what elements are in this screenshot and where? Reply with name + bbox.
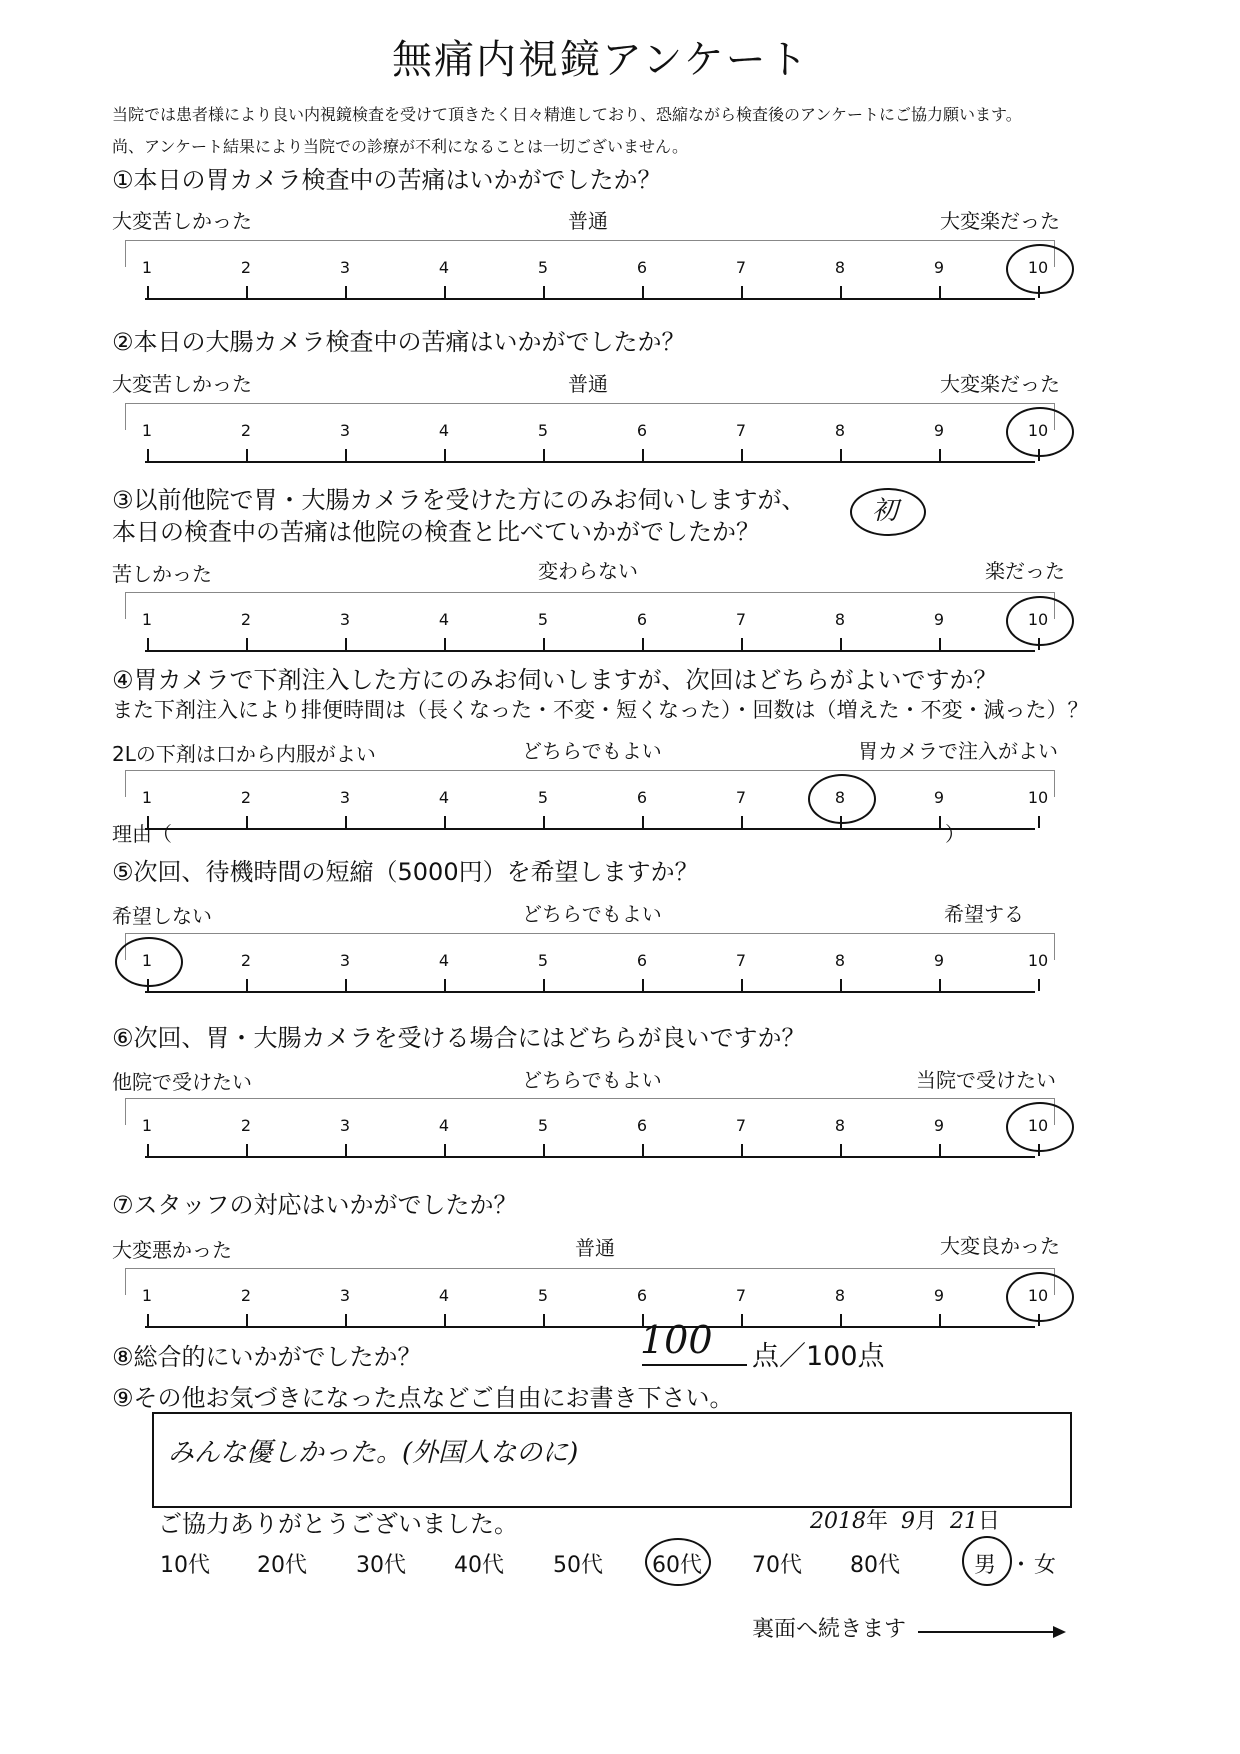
q6-option-7[interactable]: 7	[735, 1116, 747, 1135]
q4-option-5[interactable]: 5	[537, 788, 549, 807]
q2-tick-3	[345, 449, 347, 461]
q3-option-1[interactable]: 1	[141, 610, 153, 629]
q1-option-6[interactable]: 6	[636, 258, 648, 277]
q2-tick-2	[246, 449, 248, 461]
date	[810, 1504, 1000, 1535]
q5-tick-9	[939, 979, 941, 991]
age-option-80[interactable]: 80代	[850, 1553, 900, 1578]
q2-scale-box	[125, 403, 1055, 430]
q7-tick-3	[345, 1314, 347, 1326]
comment-handwritten: みんな優しかった。(外国人なのに)	[168, 1438, 579, 1468]
q2-selected-circle	[1006, 407, 1074, 457]
q3-option-2[interactable]: 2	[240, 610, 252, 629]
q6-option-6[interactable]: 6	[636, 1116, 648, 1135]
q1-option-2[interactable]: 2	[240, 258, 252, 277]
q1-scale[interactable]	[125, 240, 1055, 310]
q5-option-9[interactable]: 9	[933, 951, 945, 970]
q3-tick-8	[840, 638, 842, 650]
q5-tick-10	[1038, 979, 1040, 991]
q4-option-8[interactable]: 8	[834, 788, 846, 807]
q6-tick-4	[444, 1144, 446, 1156]
q8-score-suffix: 点／100点	[752, 1341, 885, 1372]
q1-option-10[interactable]: 10	[1027, 258, 1049, 277]
q7-tick-9	[939, 1314, 941, 1326]
q5-option-3[interactable]: 3	[339, 951, 351, 970]
q5-option-2[interactable]: 2	[240, 951, 252, 970]
q1-tick-8	[840, 286, 842, 298]
q1-option-7[interactable]: 7	[735, 258, 747, 277]
q2-option-1[interactable]: 1	[141, 421, 153, 440]
q3-tick-7	[741, 638, 743, 650]
q7-option-8[interactable]: 8	[834, 1286, 846, 1305]
q2-tick-9	[939, 449, 941, 461]
q6-scale[interactable]	[125, 1098, 1055, 1168]
q1-scale-box	[125, 240, 1055, 267]
q3-option-6[interactable]: 6	[636, 610, 648, 629]
q4-tick-6	[642, 816, 644, 828]
q7-tick-4	[444, 1314, 446, 1326]
q1-text: ①本日の胃カメラ検査中の苦痛はいかがでしたか？	[112, 166, 662, 194]
q3-tick-9	[939, 638, 941, 650]
age-option-10[interactable]: 10代	[160, 1553, 210, 1578]
q1-tick-1	[147, 286, 149, 298]
q1-tick-4	[444, 286, 446, 298]
q5-selected-circle	[115, 937, 183, 987]
q4-option-10[interactable]: 10	[1027, 788, 1049, 807]
q6-option-5[interactable]: 5	[537, 1116, 549, 1135]
q6-tick-1	[147, 1144, 149, 1156]
date-month-label: 月	[915, 1509, 938, 1534]
q7-option-10[interactable]: 10	[1027, 1286, 1049, 1305]
q3-text-1: ③以前他院で胃・大腸カメラを受けた方にのみお伺いしますが、	[112, 486, 806, 514]
q2-mid-label: 普通	[568, 372, 608, 396]
q6-left-label: 他院で受けたい	[112, 1070, 252, 1094]
q7-option-5[interactable]: 5	[537, 1286, 549, 1305]
q2-option-8[interactable]: 8	[834, 421, 846, 440]
age-option-60[interactable]: 60代	[652, 1553, 702, 1578]
q3-option-7[interactable]: 7	[735, 610, 747, 629]
q5-scale-box	[125, 933, 1055, 960]
q6-option-3[interactable]: 3	[339, 1116, 351, 1135]
q3-option-5[interactable]: 5	[537, 610, 549, 629]
q2-option-10[interactable]: 10	[1027, 421, 1049, 440]
q5-option-1[interactable]: 1	[141, 951, 153, 970]
intro-line-1: 当院では患者様により良い内視鏡検査を受けて頂きたく日々精進しており、恐縮ながら検査後のアンケートにご協力願います。	[112, 105, 1022, 124]
q6-option-2[interactable]: 2	[240, 1116, 252, 1135]
q4-tick-2	[246, 816, 248, 828]
q3-tick-2	[246, 638, 248, 650]
q1-scale-axis	[145, 298, 1035, 300]
q6-mid-label: どちらでもよい	[522, 1068, 662, 1092]
q3-note-handwritten: 初	[872, 496, 899, 526]
sex-separator: ・	[1010, 1553, 1033, 1578]
q4-selected-circle	[808, 774, 876, 824]
q2-option-3[interactable]: 3	[339, 421, 351, 440]
q6-tick-7	[741, 1144, 743, 1156]
q5-scale[interactable]	[125, 933, 1055, 1003]
q1-tick-7	[741, 286, 743, 298]
q6-tick-3	[345, 1144, 347, 1156]
q4-reason-close: ）	[945, 822, 965, 846]
continue-arrow-icon	[918, 1622, 1068, 1642]
q7-scale-axis	[145, 1326, 1035, 1328]
q2-scale[interactable]	[125, 403, 1055, 473]
q5-option-10[interactable]: 10	[1027, 951, 1049, 970]
q2-option-7[interactable]: 7	[735, 421, 747, 440]
q3-selected-circle	[1006, 596, 1074, 646]
q3-option-8[interactable]: 8	[834, 610, 846, 629]
sex-option-female[interactable]: 女	[1034, 1553, 1057, 1578]
q1-mid-label: 普通	[568, 209, 608, 233]
q3-option-4[interactable]: 4	[438, 610, 450, 629]
q1-tick-9	[939, 286, 941, 298]
q5-tick-2	[246, 979, 248, 991]
q4-scale[interactable]	[125, 770, 1055, 840]
q5-option-8[interactable]: 8	[834, 951, 846, 970]
q2-tick-6	[642, 449, 644, 461]
q4-text-2: また下剤注入により排便時間は（長くなった・不変・短くなった）・回数は（増えた・不変・減った）？	[112, 698, 1089, 722]
q6-scale-axis	[145, 1156, 1035, 1158]
q7-tick-8	[840, 1314, 842, 1326]
q6-tick-2	[246, 1144, 248, 1156]
date-year: 2018	[810, 1509, 866, 1534]
q6-tick-9	[939, 1144, 941, 1156]
thanks-text: ご協力ありがとうございました。	[158, 1510, 518, 1538]
q7-left-label: 大変悪かった	[112, 1238, 232, 1262]
q4-option-9[interactable]: 9	[933, 788, 945, 807]
q4-option-3[interactable]: 3	[339, 788, 351, 807]
date-day-label: 日	[978, 1509, 1001, 1534]
q6-scale-box	[125, 1098, 1055, 1125]
q4-scale-box	[125, 770, 1055, 797]
q1-selected-circle	[1006, 244, 1074, 294]
q8-score-underline	[642, 1364, 747, 1366]
q7-tick-2	[246, 1314, 248, 1326]
age-option-20[interactable]: 20代	[257, 1553, 307, 1578]
age-option-50[interactable]: 50代	[553, 1553, 603, 1578]
q4-option-2[interactable]: 2	[240, 788, 252, 807]
q5-mid-label: どちらでもよい	[522, 902, 662, 926]
q6-option-4[interactable]: 4	[438, 1116, 450, 1135]
q4-option-7[interactable]: 7	[735, 788, 747, 807]
q2-tick-7	[741, 449, 743, 461]
q5-tick-5	[543, 979, 545, 991]
q1-left-label: 大変苦しかった	[112, 209, 252, 233]
q3-tick-1	[147, 638, 149, 650]
q4-scale-axis	[145, 828, 1035, 830]
q5-option-6[interactable]: 6	[636, 951, 648, 970]
q5-text: ⑤次回、待機時間の短縮（5000円）を希望しますか？	[112, 858, 699, 886]
q3-tick-6	[642, 638, 644, 650]
q2-tick-1	[147, 449, 149, 461]
q2-scale-axis	[145, 461, 1035, 463]
q6-tick-8	[840, 1144, 842, 1156]
q8-score-handwritten: 100	[640, 1318, 713, 1362]
date-day: 21	[950, 1509, 979, 1534]
q7-scale-box	[125, 1268, 1055, 1295]
q5-tick-6	[642, 979, 644, 991]
q7-option-9[interactable]: 9	[933, 1286, 945, 1305]
q4-tick-7	[741, 816, 743, 828]
q7-mid-label: 普通	[575, 1236, 615, 1260]
q3-option-3[interactable]: 3	[339, 610, 351, 629]
age-option-70[interactable]: 70代	[752, 1553, 802, 1578]
q7-text: ⑦スタッフの対応はいかがでしたか？	[112, 1191, 518, 1219]
age-option-30[interactable]: 30代	[356, 1553, 406, 1578]
q7-option-4[interactable]: 4	[438, 1286, 450, 1305]
q4-option-4[interactable]: 4	[438, 788, 450, 807]
q6-option-1[interactable]: 1	[141, 1116, 153, 1135]
q5-option-5[interactable]: 5	[537, 951, 549, 970]
age-selected-circle	[645, 1538, 711, 1586]
q2-tick-4	[444, 449, 446, 461]
q3-option-9[interactable]: 9	[933, 610, 945, 629]
q3-scale-axis	[145, 650, 1035, 652]
q7-option-3[interactable]: 3	[339, 1286, 351, 1305]
q6-selected-circle	[1006, 1102, 1074, 1152]
age-option-40[interactable]: 40代	[454, 1553, 504, 1578]
q1-tick-3	[345, 286, 347, 298]
q4-option-1[interactable]: 1	[141, 788, 153, 807]
continue-text: 裏面へ続きます	[752, 1617, 907, 1642]
q1-option-1[interactable]: 1	[141, 258, 153, 277]
q7-tick-7	[741, 1314, 743, 1326]
comment-box[interactable]	[152, 1412, 1072, 1508]
q4-tick-3	[345, 816, 347, 828]
q1-tick-6	[642, 286, 644, 298]
q7-tick-5	[543, 1314, 545, 1326]
q3-scale-box	[125, 592, 1055, 619]
q7-selected-circle	[1006, 1272, 1074, 1322]
q1-option-4[interactable]: 4	[438, 258, 450, 277]
q6-tick-6	[642, 1144, 644, 1156]
q4-reason-label: 理由（	[112, 822, 172, 846]
q3-scale[interactable]	[125, 592, 1055, 662]
q6-option-9[interactable]: 9	[933, 1116, 945, 1135]
q6-option-8[interactable]: 8	[834, 1116, 846, 1135]
q6-right-label: 当院で受けたい	[916, 1068, 1056, 1092]
q5-tick-4	[444, 979, 446, 991]
q3-mid-label: 変わらない	[538, 559, 638, 583]
sex-option-male[interactable]: 男	[974, 1553, 997, 1578]
q6-option-10[interactable]: 10	[1027, 1116, 1049, 1135]
q2-option-6[interactable]: 6	[636, 421, 648, 440]
q4-option-6[interactable]: 6	[636, 788, 648, 807]
q2-tick-8	[840, 449, 842, 461]
q3-tick-5	[543, 638, 545, 650]
q1-tick-2	[246, 286, 248, 298]
q7-right-label: 大変良かった	[940, 1234, 1060, 1258]
q5-right-label: 希望する	[944, 902, 1024, 926]
q3-tick-3	[345, 638, 347, 650]
q1-tick-5	[543, 286, 545, 298]
q7-scale[interactable]	[125, 1268, 1055, 1338]
q3-option-10[interactable]: 10	[1027, 610, 1049, 629]
q2-text: ②本日の大腸カメラ検査中の苦痛はいかがでしたか？	[112, 328, 686, 356]
sex-selected-circle	[962, 1536, 1012, 1586]
q7-option-7[interactable]: 7	[735, 1286, 747, 1305]
q3-text-2: 本日の検査中の苦痛は他院の検査と比べていかがでしたか？	[112, 518, 760, 546]
q5-scale-axis	[145, 991, 1035, 993]
q7-tick-1	[147, 1314, 149, 1326]
q6-tick-5	[543, 1144, 545, 1156]
q5-tick-3	[345, 979, 347, 991]
date-month: 9	[901, 1509, 916, 1534]
q1-option-3[interactable]: 3	[339, 258, 351, 277]
q3-left-label: 苦しかった	[112, 562, 212, 586]
q1-option-5[interactable]: 5	[537, 258, 549, 277]
q4-mid-label: どちらでもよい	[522, 739, 662, 763]
q4-right-label: 胃カメラで注入がよい	[858, 739, 1058, 763]
q7-option-1[interactable]: 1	[141, 1286, 153, 1305]
q1-option-8[interactable]: 8	[834, 258, 846, 277]
q4-text-1: ④胃カメラで下剤注入した方にのみお伺いしますが、次回はどちらがよいですか？	[112, 666, 998, 694]
q2-option-2[interactable]: 2	[240, 421, 252, 440]
q7-option-2[interactable]: 2	[240, 1286, 252, 1305]
q5-left-label: 希望しない	[112, 904, 212, 928]
q1-option-9[interactable]: 9	[933, 258, 945, 277]
page-title: 無痛内視鏡アンケート	[392, 37, 810, 83]
q8-text: ⑧総合的にいかがでしたか？	[112, 1343, 422, 1371]
q5-tick-8	[840, 979, 842, 991]
q7-option-6[interactable]: 6	[636, 1286, 648, 1305]
q5-option-4[interactable]: 4	[438, 951, 450, 970]
q5-option-7[interactable]: 7	[735, 951, 747, 970]
q4-tick-9	[939, 816, 941, 828]
q4-left-label: 2Lの下剤は口から内服がよい	[112, 742, 376, 766]
intro-line-2: 尚、アンケート結果により当院での診療が不利になることは一切ございません。	[112, 137, 689, 156]
q3-tick-4	[444, 638, 446, 650]
q2-left-label: 大変苦しかった	[112, 372, 252, 396]
q4-tick-10	[1038, 816, 1040, 828]
q2-option-4[interactable]: 4	[438, 421, 450, 440]
q2-option-5[interactable]: 5	[537, 421, 549, 440]
q2-tick-5	[543, 449, 545, 461]
q6-text: ⑥次回、胃・大腸カメラを受ける場合にはどちらが良いですか？	[112, 1024, 806, 1052]
q1-right-label: 大変楽だった	[940, 209, 1060, 233]
date-year-label: 年	[866, 1509, 889, 1534]
q2-option-9[interactable]: 9	[933, 421, 945, 440]
q2-right-label: 大変楽だった	[940, 372, 1060, 396]
q9-text: ⑨その他お気づきになった点などご自由にお書き下さい。	[112, 1384, 734, 1412]
q4-tick-4	[444, 816, 446, 828]
q4-tick-5	[543, 816, 545, 828]
q3-right-label: 楽だった	[985, 559, 1065, 583]
q5-tick-7	[741, 979, 743, 991]
